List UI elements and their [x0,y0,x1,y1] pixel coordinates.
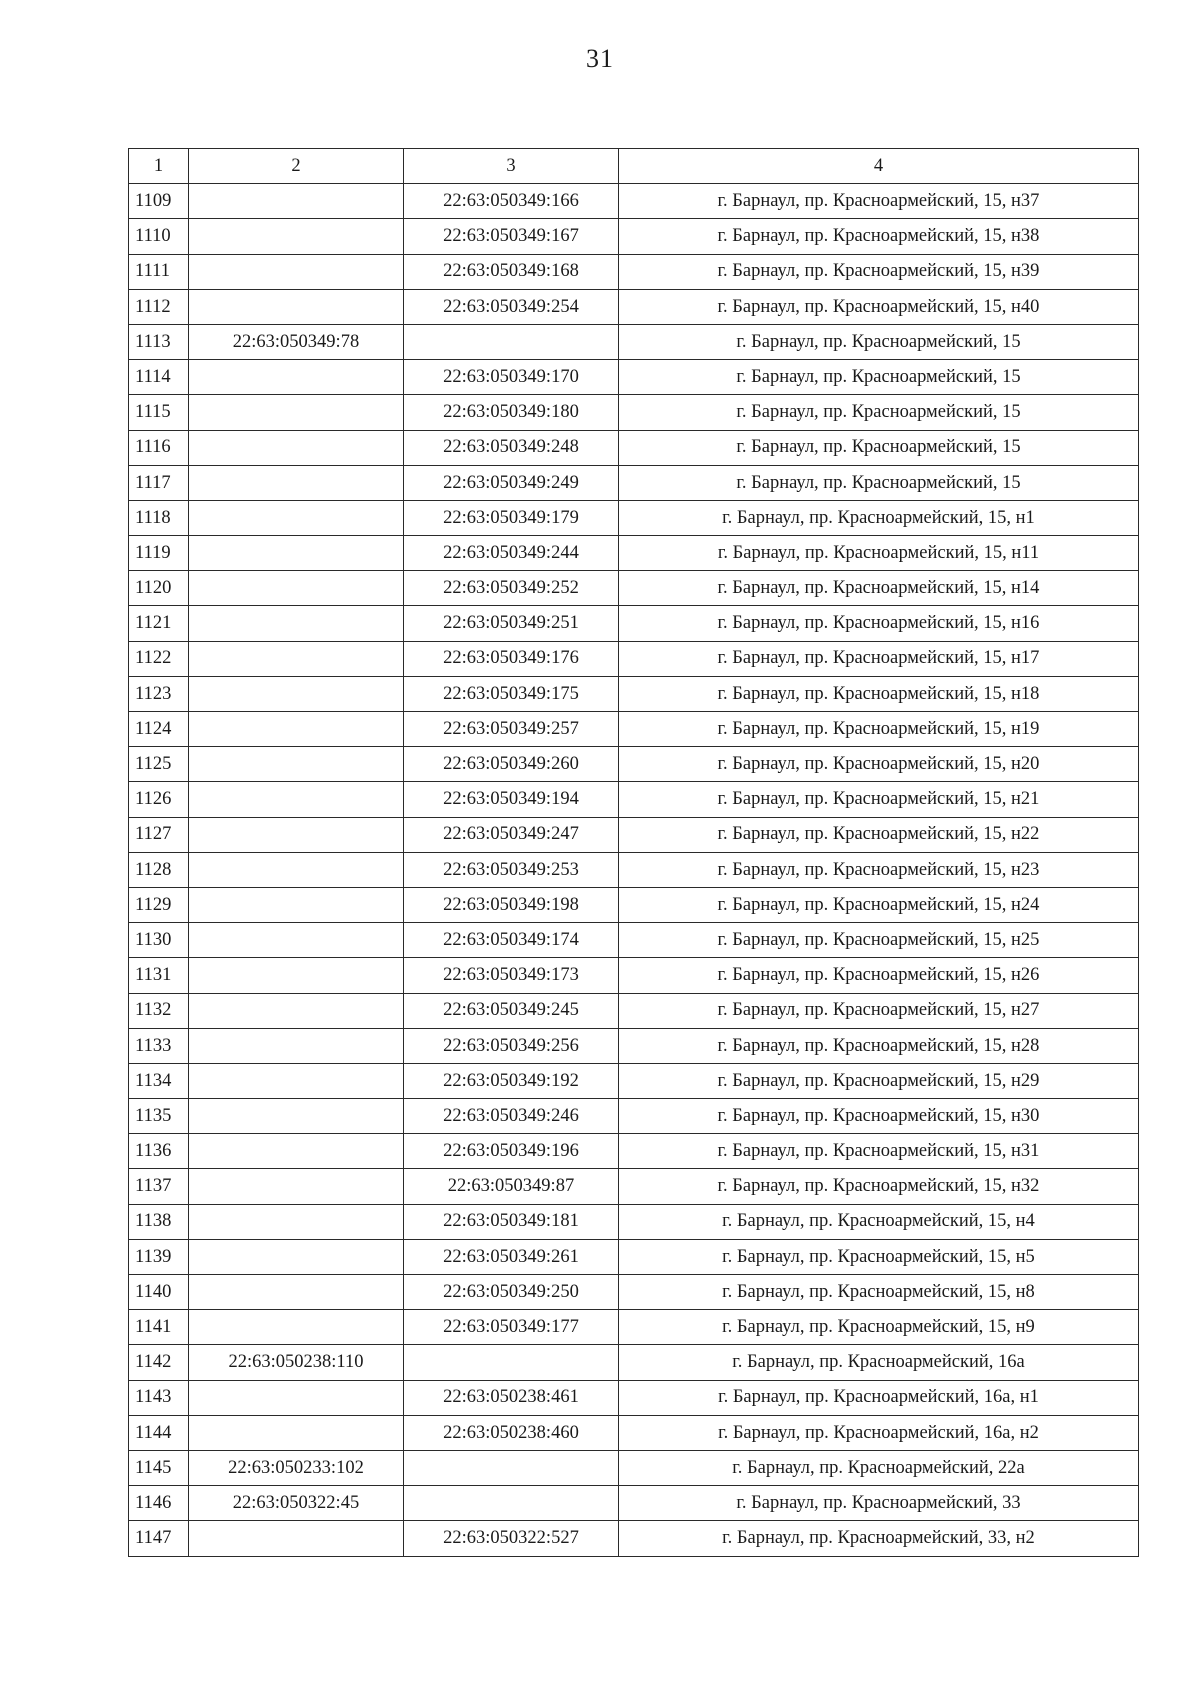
land-cadastral-number-cell [189,712,404,747]
land-cadastral-number-cell [189,747,404,782]
building-cadastral-number-cell: 22:63:050349:248 [404,430,619,465]
land-cadastral-number-cell [189,536,404,571]
table-row [129,1345,1139,1380]
table-row [129,1415,1139,1450]
table-row [129,430,1139,465]
table-row [129,923,1139,958]
address-cell: г. Барнаул, пр. Красноармейский, 15, н39 [619,254,1139,289]
building-cadastral-number-cell: 22:63:050349:249 [404,465,619,500]
land-cadastral-number-cell [189,360,404,395]
row-number-cell: 1109 [129,184,189,219]
address-cell: г. Барнаул, пр. Красноармейский, 15, н1 [619,500,1139,535]
table-row [129,1239,1139,1274]
row-number-cell: 1120 [129,571,189,606]
land-cadastral-number-cell: 22:63:050233:102 [189,1450,404,1485]
land-cadastral-number-cell [189,641,404,676]
land-cadastral-number-cell [189,395,404,430]
row-number-cell: 1113 [129,324,189,359]
row-number-cell: 1144 [129,1415,189,1450]
table-row [129,641,1139,676]
address-cell: г. Барнаул, пр. Красноармейский, 15 [619,430,1139,465]
table-row [129,1486,1139,1521]
building-cadastral-number-cell: 22:63:050349:244 [404,536,619,571]
address-cell: г. Барнаул, пр. Красноармейский, 15, н20 [619,747,1139,782]
address-cell: г. Барнаул, пр. Красноармейский, 15, н24 [619,887,1139,922]
row-number-cell: 1124 [129,712,189,747]
table-row [129,1380,1139,1415]
building-cadastral-number-cell: 22:63:050349:252 [404,571,619,606]
address-cell: г. Барнаул, пр. Красноармейский, 15, н9 [619,1310,1139,1345]
land-cadastral-number-cell [189,500,404,535]
land-cadastral-number-cell [189,1521,404,1556]
building-cadastral-number-cell: 22:63:050349:251 [404,606,619,641]
building-cadastral-number-cell: 22:63:050322:527 [404,1521,619,1556]
land-cadastral-number-cell [189,676,404,711]
address-cell: г. Барнаул, пр. Красноармейский, 15, н11 [619,536,1139,571]
row-number-cell: 1147 [129,1521,189,1556]
building-cadastral-number-cell: 22:63:050349:168 [404,254,619,289]
address-cell: г. Барнаул, пр. Красноармейский, 15, н30 [619,1099,1139,1134]
table-row [129,571,1139,606]
row-number-cell: 1129 [129,887,189,922]
page-number: 31 [586,44,614,73]
registry-table [128,148,1139,1557]
address-cell: г. Барнаул, пр. Красноармейский, 15 [619,395,1139,430]
row-number-cell: 1145 [129,1450,189,1485]
building-cadastral-number-cell: 22:63:050349:254 [404,289,619,324]
address-cell: г. Барнаул, пр. Красноармейский, 15, н29 [619,1063,1139,1098]
row-number-cell: 1115 [129,395,189,430]
address-cell: г. Барнаул, пр. Красноармейский, 16а, н2 [619,1415,1139,1450]
address-cell: г. Барнаул, пр. Красноармейский, 15, н4 [619,1204,1139,1239]
table-row [129,852,1139,887]
land-cadastral-number-cell [189,993,404,1028]
row-number-cell: 1110 [129,219,189,254]
building-cadastral-number-cell [404,1450,619,1485]
building-cadastral-number-cell: 22:63:050349:246 [404,1099,619,1134]
address-cell: г. Барнаул, пр. Красноармейский, 15, н32 [619,1169,1139,1204]
address-cell: г. Барнаул, пр. Красноармейский, 15, н25 [619,923,1139,958]
building-cadastral-number-cell [404,324,619,359]
table-row [129,219,1139,254]
building-cadastral-number-cell: 22:63:050349:257 [404,712,619,747]
table-row [129,500,1139,535]
row-number-cell: 1140 [129,1275,189,1310]
land-cadastral-number-cell [189,219,404,254]
building-cadastral-number-cell: 22:63:050349:176 [404,641,619,676]
land-cadastral-number-cell [189,1310,404,1345]
address-cell: г. Барнаул, пр. Красноармейский, 15, н23 [619,852,1139,887]
address-cell: г. Барнаул, пр. Красноармейский, 15, н17 [619,641,1139,676]
row-number-cell: 1131 [129,958,189,993]
address-cell: г. Барнаул, пр. Красноармейский, 22а [619,1450,1139,1485]
building-cadastral-number-cell: 22:63:050349:198 [404,887,619,922]
address-cell: г. Барнаул, пр. Красноармейский, 15, н14 [619,571,1139,606]
table-row [129,289,1139,324]
row-number-cell: 1112 [129,289,189,324]
building-cadastral-number-cell: 22:63:050349:179 [404,500,619,535]
land-cadastral-number-cell [189,817,404,852]
table-row [129,747,1139,782]
table-row [129,465,1139,500]
table-row [129,1169,1139,1204]
table-row [129,676,1139,711]
table-row [129,817,1139,852]
row-number-cell: 1132 [129,993,189,1028]
building-cadastral-number-cell: 22:63:050349:87 [404,1169,619,1204]
header-col-2: 2 [189,149,404,184]
row-number-cell: 1116 [129,430,189,465]
row-number-cell: 1143 [129,1380,189,1415]
land-cadastral-number-cell [189,254,404,289]
building-cadastral-number-cell: 22:63:050349:175 [404,676,619,711]
row-number-cell: 1146 [129,1486,189,1521]
address-cell: г. Барнаул, пр. Красноармейский, 15 [619,360,1139,395]
building-cadastral-number-cell: 22:63:050349:167 [404,219,619,254]
row-number-cell: 1122 [129,641,189,676]
row-number-cell: 1141 [129,1310,189,1345]
address-cell: г. Барнаул, пр. Красноармейский, 15, н26 [619,958,1139,993]
address-cell: г. Барнаул, пр. Красноармейский, 15, н37 [619,184,1139,219]
table-row [129,958,1139,993]
table-row [129,1521,1139,1556]
address-cell: г. Барнаул, пр. Красноармейский, 15, н28 [619,1028,1139,1063]
address-cell: г. Барнаул, пр. Красноармейский, 16а [619,1345,1139,1380]
land-cadastral-number-cell [189,571,404,606]
building-cadastral-number-cell: 22:63:050238:460 [404,1415,619,1450]
address-cell: г. Барнаул, пр. Красноармейский, 15, н31 [619,1134,1139,1169]
building-cadastral-number-cell: 22:63:050349:250 [404,1275,619,1310]
land-cadastral-number-cell [189,184,404,219]
address-cell: г. Барнаул, пр. Красноармейский, 15 [619,324,1139,359]
land-cadastral-number-cell [189,465,404,500]
building-cadastral-number-cell: 22:63:050349:260 [404,747,619,782]
building-cadastral-number-cell: 22:63:050349:247 [404,817,619,852]
row-number-cell: 1134 [129,1063,189,1098]
row-number-cell: 1127 [129,817,189,852]
address-cell: г. Барнаул, пр. Красноармейский, 15, н18 [619,676,1139,711]
row-number-cell: 1138 [129,1204,189,1239]
building-cadastral-number-cell [404,1486,619,1521]
row-number-cell: 1117 [129,465,189,500]
land-cadastral-number-cell: 22:63:050322:45 [189,1486,404,1521]
land-cadastral-number-cell [189,782,404,817]
address-cell: г. Барнаул, пр. Красноармейский, 15, н16 [619,606,1139,641]
land-cadastral-number-cell: 22:63:050349:78 [189,324,404,359]
table-row [129,1450,1139,1485]
header-col-3: 3 [404,149,619,184]
address-cell: г. Барнаул, пр. Красноармейский, 15, н5 [619,1239,1139,1274]
row-number-cell: 1114 [129,360,189,395]
row-number-cell: 1119 [129,536,189,571]
land-cadastral-number-cell [189,1415,404,1450]
building-cadastral-number-cell: 22:63:050349:166 [404,184,619,219]
building-cadastral-number-cell: 22:63:050349:177 [404,1310,619,1345]
address-cell: г. Барнаул, пр. Красноармейский, 15, н27 [619,993,1139,1028]
land-cadastral-number-cell [189,606,404,641]
building-cadastral-number-cell [404,1345,619,1380]
land-cadastral-number-cell [189,923,404,958]
address-cell: г. Барнаул, пр. Красноармейский, 15, н21 [619,782,1139,817]
address-cell: г. Барнаул, пр. Красноармейский, 15, н22 [619,817,1139,852]
header-col-1: 1 [129,149,189,184]
table-row [129,1028,1139,1063]
table-row [129,712,1139,747]
table-row [129,1134,1139,1169]
building-cadastral-number-cell: 22:63:050349:174 [404,923,619,958]
row-number-cell: 1130 [129,923,189,958]
table-row [129,782,1139,817]
address-cell: г. Барнаул, пр. Красноармейский, 16а, н1 [619,1380,1139,1415]
row-number-cell: 1111 [129,254,189,289]
building-cadastral-number-cell: 22:63:050349:192 [404,1063,619,1098]
land-cadastral-number-cell [189,1099,404,1134]
row-number-cell: 1136 [129,1134,189,1169]
registry-body [129,184,1139,1556]
land-cadastral-number-cell [189,958,404,993]
address-cell: г. Барнаул, пр. Красноармейский, 33, н2 [619,1521,1139,1556]
land-cadastral-number-cell: 22:63:050238:110 [189,1345,404,1380]
land-cadastral-number-cell [189,1063,404,1098]
row-number-cell: 1125 [129,747,189,782]
building-cadastral-number-cell: 22:63:050349:181 [404,1204,619,1239]
address-cell: г. Барнаул, пр. Красноармейский, 15, н38 [619,219,1139,254]
row-number-cell: 1118 [129,500,189,535]
table-row [129,324,1139,359]
land-cadastral-number-cell [189,1275,404,1310]
table-row [129,1204,1139,1239]
building-cadastral-number-cell: 22:63:050349:256 [404,1028,619,1063]
table-row [129,606,1139,641]
land-cadastral-number-cell [189,1028,404,1063]
building-cadastral-number-cell: 22:63:050349:253 [404,852,619,887]
header-col-4: 4 [619,149,1139,184]
address-cell: г. Барнаул, пр. Красноармейский, 15 [619,465,1139,500]
table-row [129,1310,1139,1345]
building-cadastral-number-cell: 22:63:050349:170 [404,360,619,395]
table-row [129,254,1139,289]
building-cadastral-number-cell: 22:63:050349:261 [404,1239,619,1274]
land-cadastral-number-cell [189,289,404,324]
row-number-cell: 1142 [129,1345,189,1380]
land-cadastral-number-cell [189,887,404,922]
row-number-cell: 1126 [129,782,189,817]
row-number-cell: 1139 [129,1239,189,1274]
row-number-cell: 1137 [129,1169,189,1204]
land-cadastral-number-cell [189,1380,404,1415]
table-row [129,993,1139,1028]
table-row [129,184,1139,219]
table-row [129,360,1139,395]
land-cadastral-number-cell [189,430,404,465]
building-cadastral-number-cell: 22:63:050349:245 [404,993,619,1028]
address-cell: г. Барнаул, пр. Красноармейский, 33 [619,1486,1139,1521]
table-row [129,1099,1139,1134]
land-cadastral-number-cell [189,1169,404,1204]
land-cadastral-number-cell [189,852,404,887]
building-cadastral-number-cell: 22:63:050349:196 [404,1134,619,1169]
building-cadastral-number-cell: 22:63:050349:180 [404,395,619,430]
address-cell: г. Барнаул, пр. Красноармейский, 15, н19 [619,712,1139,747]
building-cadastral-number-cell: 22:63:050349:194 [404,782,619,817]
header-row [129,149,1139,184]
land-cadastral-number-cell [189,1134,404,1169]
row-number-cell: 1135 [129,1099,189,1134]
address-cell: г. Барнаул, пр. Красноармейский, 15, н40 [619,289,1139,324]
building-cadastral-number-cell: 22:63:050238:461 [404,1380,619,1415]
table-row [129,395,1139,430]
land-cadastral-number-cell [189,1239,404,1274]
table-row [129,1063,1139,1098]
table-row [129,887,1139,922]
row-number-cell: 1128 [129,852,189,887]
building-cadastral-number-cell: 22:63:050349:173 [404,958,619,993]
row-number-cell: 1123 [129,676,189,711]
land-cadastral-number-cell [189,1204,404,1239]
address-cell: г. Барнаул, пр. Красноармейский, 15, н8 [619,1275,1139,1310]
row-number-cell: 1121 [129,606,189,641]
row-number-cell: 1133 [129,1028,189,1063]
table-row [129,536,1139,571]
table-row [129,1275,1139,1310]
